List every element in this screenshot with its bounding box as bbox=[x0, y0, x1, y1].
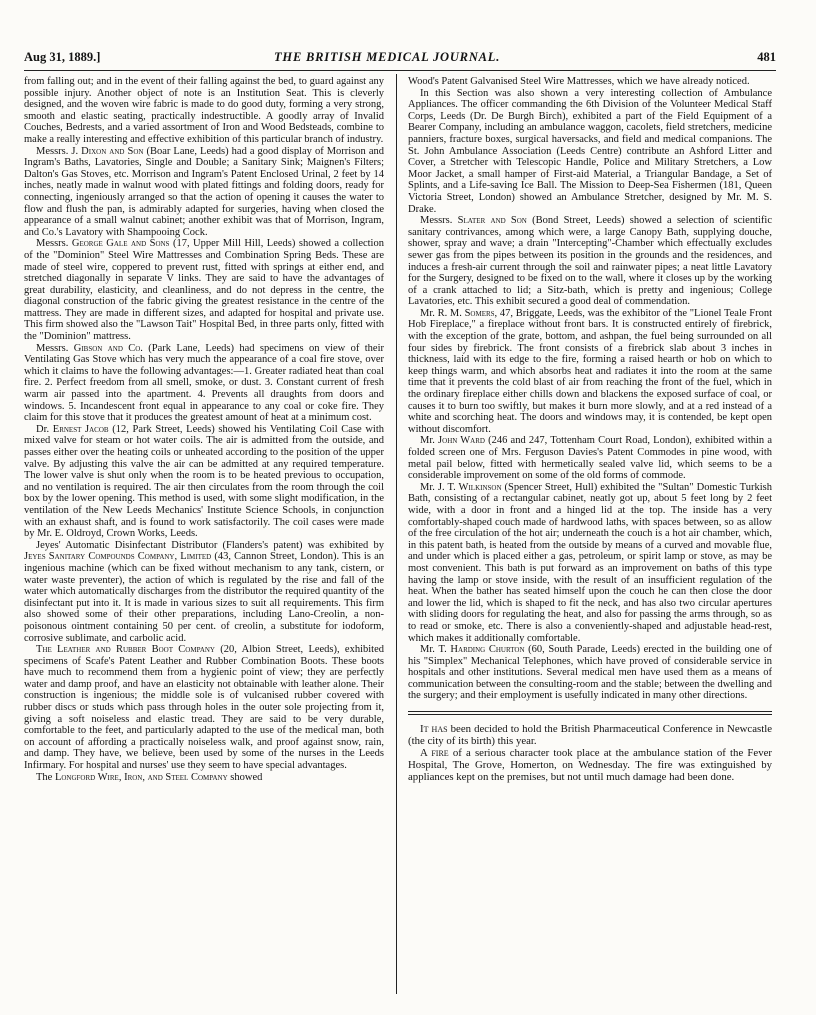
paragraph-dixon bbox=[24, 146, 384, 239]
paragraph-ward bbox=[408, 435, 772, 481]
exhibitor-name: Jeyes Sanitary Compounds Company, Limited bbox=[24, 551, 212, 563]
column-divider bbox=[396, 74, 397, 994]
body-text: (43, Cannon Street, London). This is an ingenious machine (which can be fixed without mechanism to any tank, cistern, or water waste preventer), the action of which is regulated by the rise and fall of the water which automatically discharges from the distributor the required quantity of the disinfectant put into it. It is made in various sizes to suit all requirements. This firm also showed some of their other preparations, including Lano-Creolin, a non-poisonous ointment containing 50 per cent. of creolin, a substitute for iodoform, corrosive sublimate, and carbolic acid. bbox=[24, 551, 384, 644]
lead-word: A fire bbox=[420, 747, 449, 760]
paragraph-intro: from falling out; and in the event of their falling against the bed, to guard against any possible injury. Another object of note is an Institution Seat. This is cleverly designed, and the woven wire fabric is made to do good duty, forming a very strong, smooth and elastic seating, practically indestructible. A goodly array of Invalid Couches, Bedrests, and a varied assortment of Iron and Wood Bedsteads, combine to make a really interesting and effective exhibition of this particular branch of industry. bbox=[24, 76, 384, 145]
paragraph-gale bbox=[24, 238, 384, 342]
news-notes bbox=[408, 723, 772, 783]
paragraph-ambulance: In this Section was also shown a very interesting collection of Ambulance Appliances. The officer commanding the 6th Division of the Volunteer Medical Staff Corps, Leeds (Dr. De Burgh Birch), exhibited a part of the Field Equipment of a Bearer Company, including an ambulance waggon, cacolets, field stretchers, medicine panniers, fracture boxes, surgical haversacks, and field and medical companions. The St. John Ambulance Association (Leeds Centre) contribute an Ashford Litter and Cover, a Stretcher with Telescopic Handle, Police and Military Stretchers, a Low Moor Jacket, a small hamper of First-aid Material, a Triangular Bandage, a Set of Splints, and a Life-saving Ice Ball. The Mission to Deep-Sea Fishermen (181, Queen Victoria Street, London) showed an Ambulance Stretcher, designed by Mr. M. S. Drake. bbox=[408, 87, 772, 215]
lead-text: Messrs. bbox=[36, 238, 72, 250]
lead-text: Dr. bbox=[36, 423, 53, 435]
lead-text: Mr. bbox=[420, 481, 438, 493]
exhibitor-name: John Ward bbox=[438, 435, 485, 447]
exhibitor-name: The Leather and Rubber Boot Company bbox=[36, 644, 215, 656]
lead-word: It has bbox=[420, 723, 448, 736]
lead-text: Jeyes' Automatic Disinfectant Distributor (Flanders's patent) was exhibited by bbox=[36, 539, 384, 551]
paragraph-longford bbox=[24, 772, 384, 784]
issue-date: Aug 31, 1889.] bbox=[24, 50, 101, 64]
paragraph-pharmaceutical-conference bbox=[408, 723, 772, 747]
body-text: (20, Albion Street, Leeds), exhibited specimens of Scafe's Patent Leather and Rubber Combination Boots. These boots have much to recommend them from a hygienic point of view; they are perfectly water and damp proof, and have an elasticity not obtainable with leather alone. Their construction is ingenious; the middle sole is of vulcanised rubber covered with rubber discs or studs which pass through holes in the outer sole projecting from it, giving a soft noiseless and elastic tread. They are said to be very durable, comfortable to the feet, and particularly adapted to the use of the medical man, both on account of affording a practically noiseless walk, and proof against snow, rain, and damp. They have, we believe, been used by some of the nurses in the Leeds Infirmary. For hospital and nurses' use they seem to have special advantages. bbox=[24, 644, 384, 772]
header-rule bbox=[24, 70, 776, 71]
paragraph-churton bbox=[408, 644, 772, 702]
lead-text: Messrs. bbox=[420, 215, 458, 227]
journal-title: THE BRITISH MEDICAL JOURNAL. bbox=[274, 50, 501, 64]
right-column bbox=[408, 76, 772, 996]
exhibitor-name: Longford Wire, Iron, and Steel Company bbox=[54, 771, 228, 783]
section-separator-rule bbox=[408, 711, 772, 715]
paragraph-jeyes bbox=[24, 540, 384, 644]
paragraph-continuation: Wood's Patent Galvanised Steel Wire Mattresses, which we have already noticed. bbox=[408, 76, 750, 87]
paragraph-somers bbox=[408, 308, 772, 436]
left-column bbox=[24, 76, 384, 996]
body-text: been decided to hold the British Pharmaceutical Conference in Newcastle (the city of its birth) this year. bbox=[408, 723, 772, 748]
paragraph-leather bbox=[24, 644, 384, 772]
body-text: (60, South Parade, Leeds) erected in the building one of his "Simplex" Mechanical Telephones, which have proved of considerable service in hospitals and other institutions. Several medical men have used them as a means of communication between the consulting-room and the stable; between the dwelling and the surgery; and their employment is usefully indicated in many other directions. bbox=[408, 644, 772, 702]
exhibitor-name: R. M. Somers bbox=[437, 307, 495, 319]
body-text: (Park Lane, Leeds) had specimens on view of their Ventilating Gas Stove which has very much the appearance of a coal fire stove, over which it claims to have the following advantages:—1. Greater radiated heat than coal fire. 2. Perfect freedom from all smell, smoke, or dust. 3. Constant current of fresh warm air passed into the apartment. 4. Prevents all draughts from doors and windows. 5. Incandescent front equal in appearance to any coal or coke fire. They claim for this stove that it produces the greatest amount of heat at a minimum cost. bbox=[24, 342, 384, 424]
exhibitor-name: Ernest Jacob bbox=[52, 423, 109, 435]
exhibitor-name: J. Dixon and Son bbox=[71, 145, 144, 157]
lead-text: Mr. bbox=[420, 435, 439, 447]
paragraph-wilkinson bbox=[408, 482, 772, 644]
paragraph-gibson bbox=[24, 343, 384, 424]
exhibitor-name: George Gale and Sons bbox=[71, 238, 170, 250]
body-text: (12, Park Street, Leeds) showed his Ventilating Coil Case with mixed valve for steam or hot water coils. The air is admitted from the outside, and passes either over the heating coils or unheated according to the position of the upper valve. By adjusting this valve the air can be admitted at any required temperature. The lower valve is shut only when the room is to be heated previous to occupation, and no ventilation is required. The air then circulates from the room through the coil box by the lower opening. This method is used, with some slight modification, in the ventilation of the New Leeds Mechanics' Institute Science Schools, in conjunction with an exhaust shaft, and is found to work satisfactorily. The coil cases were made by Mr. E. Oldroyd, Crown Works, Leeds. bbox=[24, 423, 384, 540]
body-text: (17, Upper Mill Hill, Leeds) showed a collection of the "Dominion" Steel Wire Mattresses and Combination Spring Beds. These are made of steel wire, coppered to prevent rust, fitted with springs at either end, and stretched diagonally in separate V links. They are said to have the advantages of great durability, elasticity, and cleanliness, and do not depress in the centre, the diagonal construction of the fabric giving the greatest resistance in the centre of the mattress. They are made in different sizes, and adapted for hospital and private use. This firm showed also the "Lawson Tait" Hospital Bed, in three parts only, fitted with the "Dominion" mattress. bbox=[24, 238, 384, 343]
paragraph-jacob bbox=[24, 424, 384, 540]
lead-text: The bbox=[36, 771, 55, 783]
exhibitor-name: Slater and Son bbox=[457, 215, 527, 227]
exhibitor-name: Gibson and Co. bbox=[73, 342, 143, 354]
lead-text: Mr. bbox=[420, 644, 439, 656]
body-text: (Spencer Street, Hull) exhibited the "Sultan" Domestic Turkish Bath, consisting of a rectangular cabinet, neatly got up, about 5 feet long by 2 feet wide, with a door in front and a hinged lid at the top. The inside has a very comfortably-shaped couch made of hardwood laths, with spaces between, so as allow of the free circulation of the hot air; underneath the couch is a hot air chamber, which, in this patent bath, is heated from the outside by means of a curved and movable flue, and under which is placed either a gas, petroleum, or spirit lamp or stove, as may be most convenient. This bath is put forward as an improvement on baths of this type having the lamp or stove inside, with the result of an insufficient regulation of the heat. When the bather has seated himself upon the couch he can then close the door and lower the lid, which is shaped to fit the neck, and has also two circular apertures with sliding doors for regulating the heat, and also for passing the arms through, so as to read or smoke, etc. There is also a conveniently-shaped and adjustable head-rest, which makes it additionally comfortable. bbox=[408, 481, 772, 644]
body-text: (246 and 247, Tottenham Court Road, London), exhibited within a folded screen one of Mrs. Ferguson Davies's Patent Commodes in pine wood, with metal pail below, fitted with hermetically sealed valve lid, which seems to be a considerable improvement on some of the old forms of commode. bbox=[408, 435, 772, 482]
paragraph-slater bbox=[408, 215, 772, 308]
lead-text: Messrs. bbox=[36, 145, 72, 157]
lead-text: Messrs. bbox=[36, 342, 74, 354]
body-text: (Boar Lane, Leeds) had a good display of Morrison and Ingram's Baths, Lavatories, Single and Double; a Sanitary Sink; Maignen's Filters; Dalton's Gas Stoves, etc. Morrison and Ingram's Patent Enclosed Urinal, 2 feet by 14 inches, neatly made in walnut wood with plated fittings and folding doors, ready for connecting, ingeniously arranged so that the action of opening it causes the water to flow and flush the pan, is admirably adapted for surgeries, having when closed the appearance of a small walnut cabinet; another exhibit was that of Morrison, Ingram, and Co.'s Lavatory with Shampooing Cock. bbox=[24, 145, 384, 238]
body-text: showed bbox=[227, 771, 263, 783]
running-header bbox=[24, 50, 776, 68]
body-text: , 47, Briggate, Leeds, was the exhibitor of the "Lionel Teale Front Hob Fireplace," a fireplace without front bars. It is constructed entirely of firebrick, with the exception of the grate, bottom, and ashpan, the fuel being surrounded on all four sides by firebrick. The front consists of a firebrick slab about 3 inches in thickness, laid with its edge to the fire, forming a raised hearth or hob on which to keep things warm, and which absorbs heat and radiates it into the room at the same time that it prevents the cold blast of air from reaching the front of the fuel, which in the ordinary fireplace either chills down and blackens the exposed surface of coal, or causes it to burn too swiftly, but makes it burn more slowly, and at a red instead of a white and scorching heat. The doors and windows may, it is contended, be kept open without discomfort. bbox=[408, 307, 772, 435]
body-text: of a serious character took place at the ambulance station of the Fever Hospital, The Grove, Homerton, on Wednesday. The fire was extinguished by appliances kept on the premises, but not until much damage had been done. bbox=[408, 747, 772, 784]
body-text: (Bond Street, Leeds) showed a selection of scientific sanitary contrivances, among which were, a large Canopy Bath, supplying douche, shower, spray and wave; a drain "Intercepting"-Chamber which effectually excludes sewer gas from the pipes between its position in the grounds and the residences, and induces a fresh-air current through the soil and rainwater pipes; a neat little Lavatory for the Surgery, designed to be fixed on to the wall, where it closes up by the working of a crank attached to lid; a Sitz-bath, which is pretty and ingenious; College Lavatories, etc. This exhibit secured a good deal of commendation. bbox=[408, 215, 772, 308]
paragraph-fire bbox=[408, 747, 772, 783]
lead-text: Mr. bbox=[420, 307, 438, 319]
page-number: 481 bbox=[757, 50, 776, 64]
exhibitor-name: T. Harding Churton bbox=[438, 644, 525, 656]
exhibitor-name: J. T. Wilkinson bbox=[437, 481, 502, 493]
